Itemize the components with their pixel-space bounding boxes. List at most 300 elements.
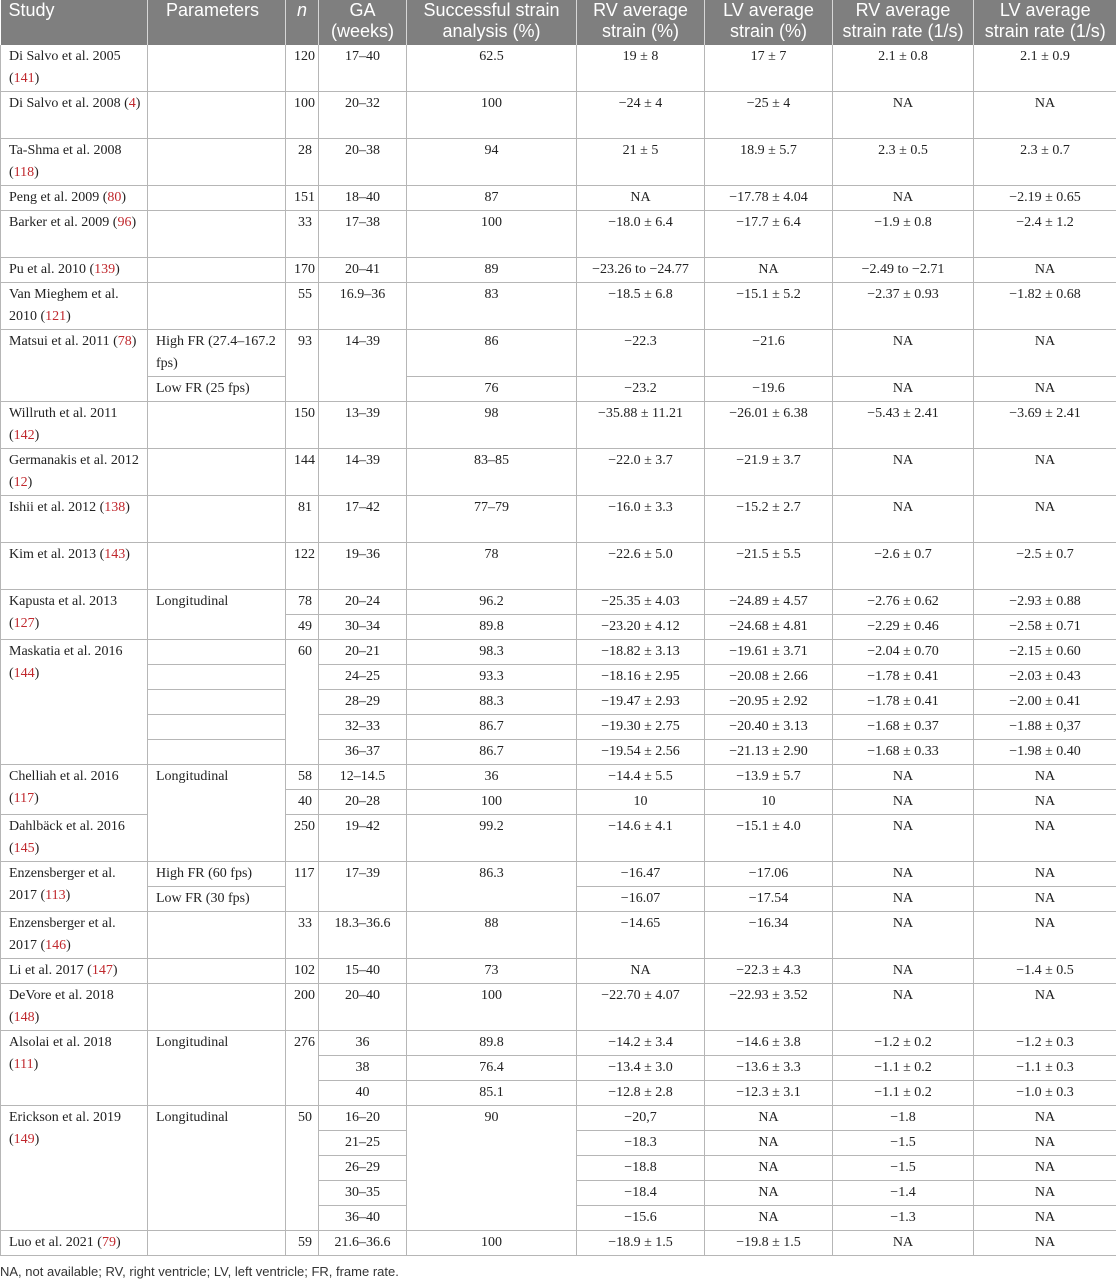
cell-params: [148, 665, 286, 690]
cell-rv-rate: NA: [833, 912, 974, 959]
table-body: [1, 45, 1116, 1256]
table-row: [1, 330, 1116, 377]
cell-lv-rate: NA: [974, 912, 1116, 959]
cell-rv-strain: −18.82 ± 3.13: [577, 640, 705, 665]
cell-lv-rate: −1.0 ± 0.3: [974, 1081, 1116, 1106]
study-name: Li et al. 2017: [9, 963, 84, 978]
cell-params: [148, 496, 286, 543]
cell-success: 86: [407, 330, 577, 377]
cell-ga: 21.6–36.6: [319, 1231, 407, 1256]
cell-lv-rate: −1.88 ± 0,37: [974, 715, 1116, 740]
cell-params: [148, 690, 286, 715]
cell-lv-rate: −1.98 ± 0.40: [974, 740, 1116, 765]
cell-params: [148, 92, 286, 139]
header-lv-strain: LV average strain (%): [705, 0, 833, 45]
cell-success: 78: [407, 543, 577, 590]
cell-ga: 36: [319, 1031, 407, 1056]
cell-rv-strain: NA: [577, 959, 705, 984]
cell-study: Enzensberger et al. 2017 (146): [1, 912, 148, 959]
cell-rv-rate: −2.76 ± 0.62: [833, 590, 974, 615]
cell-rv-rate: −2.49 to −2.71: [833, 258, 974, 283]
header-rv-strain-rate: RV average strain rate (1/s): [833, 0, 974, 45]
table-row: [1, 92, 1116, 139]
table-row: [1, 139, 1116, 186]
study-name: Matsui et al. 2011: [9, 334, 110, 349]
reference-link[interactable]: 147: [91, 963, 113, 978]
cell-success: 98: [407, 402, 577, 449]
cell-rv-strain: −25.35 ± 4.03: [577, 590, 705, 615]
cell-rv-rate: −2.04 ± 0.70: [833, 640, 974, 665]
cell-lv-strain: −17.7 ± 6.4: [705, 211, 833, 258]
cell-study: Di Salvo et al. 2008 (4): [1, 92, 148, 139]
cell-n: 122: [286, 543, 319, 590]
cell-lv-strain: −22.3 ± 4.3: [705, 959, 833, 984]
cell-lv-strain: −16.34: [705, 912, 833, 959]
cell-lv-strain: NA: [705, 1181, 833, 1206]
cell-n: 170: [286, 258, 319, 283]
cell-params: Low FR (30 fps): [148, 887, 286, 912]
cell-ga: 36–40: [319, 1206, 407, 1231]
cell-lv-rate: NA: [974, 92, 1116, 139]
reference-link[interactable]: 146: [45, 938, 67, 953]
cell-lv-rate: 2.3 ± 0.7: [974, 139, 1116, 186]
cell-lv-rate: −2.03 ± 0.43: [974, 665, 1116, 690]
cell-n: 117: [286, 862, 319, 912]
cell-rv-rate: −1.78 ± 0.41: [833, 690, 974, 715]
cell-success: 100: [407, 984, 577, 1031]
reference-link[interactable]: 127: [13, 616, 35, 631]
cell-success: 93.3: [407, 665, 577, 690]
reference-link[interactable]: 80: [107, 190, 122, 205]
cell-study: Dahlbäck et al. 2016 (145): [1, 815, 148, 862]
cell-ga: 38: [319, 1056, 407, 1081]
cell-study: Ishii et al. 2012 (138): [1, 496, 148, 543]
cell-study: Li et al. 2017 (147): [1, 959, 148, 984]
cell-params: [148, 211, 286, 258]
cell-n: 49: [286, 615, 319, 640]
cell-n: 276: [286, 1031, 319, 1106]
cell-rv-rate: −2.29 ± 0.46: [833, 615, 974, 640]
cell-rv-rate: NA: [833, 790, 974, 815]
reference-link[interactable]: 142: [13, 428, 35, 443]
table-row: [1, 258, 1116, 283]
cell-rv-strain: −22.0 ± 3.7: [577, 449, 705, 496]
cell-study: Van Mieghem et al. 2010 (121): [1, 283, 148, 330]
cell-rv-rate: NA: [833, 1231, 974, 1256]
table-row: [1, 186, 1116, 211]
cell-ga: 20–21: [319, 640, 407, 665]
cell-rv-strain: −18.8: [577, 1156, 705, 1181]
cell-lv-strain: −15.2 ± 2.7: [705, 496, 833, 543]
study-name: Van Mieghem et al. 2010: [9, 287, 119, 324]
cell-lv-strain: 10: [705, 790, 833, 815]
reference-link[interactable]: 139: [94, 262, 116, 277]
cell-lv-rate: NA: [974, 1156, 1116, 1181]
cell-success: 76: [407, 377, 577, 402]
reference-link[interactable]: 118: [13, 165, 35, 180]
cell-rv-strain: −13.4 ± 3.0: [577, 1056, 705, 1081]
cell-ga: 17–42: [319, 496, 407, 543]
reference-link[interactable]: 143: [104, 547, 126, 562]
cell-rv-rate: NA: [833, 186, 974, 211]
cell-params: [148, 640, 286, 665]
cell-success: 77–79: [407, 496, 577, 543]
reference-link[interactable]: 4: [128, 96, 136, 111]
cell-success: 86.7: [407, 740, 577, 765]
cell-lv-rate: −1.4 ± 0.5: [974, 959, 1116, 984]
cell-rv-rate: NA: [833, 959, 974, 984]
cell-rv-strain: −23.26 to −24.77: [577, 258, 705, 283]
cell-success: 89: [407, 258, 577, 283]
cell-params: [148, 959, 286, 984]
cell-success: 86.7: [407, 715, 577, 740]
cell-rv-strain: 19 ± 8: [577, 45, 705, 92]
cell-ga: 28–29: [319, 690, 407, 715]
reference-link[interactable]: 141: [13, 71, 35, 86]
cell-ga: 20–41: [319, 258, 407, 283]
cell-lv-strain: −20.95 ± 2.92: [705, 690, 833, 715]
cell-success: 86.3: [407, 862, 577, 912]
cell-rv-rate: 2.3 ± 0.5: [833, 139, 974, 186]
table-row: [1, 765, 1116, 790]
cell-rv-strain: −18.16 ± 2.95: [577, 665, 705, 690]
cell-lv-strain: −13.6 ± 3.3: [705, 1056, 833, 1081]
cell-success: 88: [407, 912, 577, 959]
table-row: [1, 449, 1116, 496]
cell-study: Matsui et al. 2011 (78): [1, 330, 148, 402]
cell-n: 60: [286, 640, 319, 765]
cell-rv-strain: −23.2: [577, 377, 705, 402]
study-name: DeVore et al. 2018: [9, 988, 114, 1003]
cell-study: Peng et al. 2009 (80): [1, 186, 148, 211]
cell-study: Maskatia et al. 2016 (144): [1, 640, 148, 765]
cell-success: 100: [407, 211, 577, 258]
cell-lv-strain: −24.68 ± 4.81: [705, 615, 833, 640]
study-name: Enzensberger et al. 2017: [9, 866, 116, 903]
table-row: [1, 543, 1116, 590]
cell-rv-strain: −20,7: [577, 1106, 705, 1131]
cell-study: Luo et al. 2021 (79): [1, 1231, 148, 1256]
cell-success: 85.1: [407, 1081, 577, 1106]
cell-lv-strain: −25 ± 4: [705, 92, 833, 139]
cell-lv-strain: −22.93 ± 3.52: [705, 984, 833, 1031]
reference-link[interactable]: 113: [45, 888, 66, 903]
cell-lv-rate: NA: [974, 1206, 1116, 1231]
cell-lv-rate: −3.69 ± 2.41: [974, 402, 1116, 449]
header-study: Study: [1, 0, 148, 45]
table-row: [1, 640, 1116, 665]
cell-rv-rate: NA: [833, 815, 974, 862]
cell-ga: 19–42: [319, 815, 407, 862]
cell-lv-rate: NA: [974, 1181, 1116, 1206]
cell-lv-strain: NA: [705, 258, 833, 283]
cell-ga: 15–40: [319, 959, 407, 984]
cell-ga: 32–33: [319, 715, 407, 740]
cell-rv-rate: −1.4: [833, 1181, 974, 1206]
cell-lv-strain: 17 ± 7: [705, 45, 833, 92]
cell-rv-strain: −14.6 ± 4.1: [577, 815, 705, 862]
cell-success: 89.8: [407, 615, 577, 640]
header-successful-strain: Successful strain analysis (%): [407, 0, 577, 45]
cell-study: Enzensberger et al. 2017 (113): [1, 862, 148, 912]
study-name: Di Salvo et al. 2005: [9, 49, 121, 64]
study-name: Peng et al. 2009: [9, 190, 100, 205]
cell-params: [148, 258, 286, 283]
header-n: n: [286, 0, 319, 45]
cell-lv-strain: −21.5 ± 5.5: [705, 543, 833, 590]
cell-rv-strain: −35.88 ± 11.21: [577, 402, 705, 449]
cell-ga: 16.9–36: [319, 283, 407, 330]
cell-rv-strain: −14.65: [577, 912, 705, 959]
cell-rv-rate: −1.9 ± 0.8: [833, 211, 974, 258]
study-name: Enzensberger et al. 2017: [9, 916, 116, 953]
cell-rv-rate: NA: [833, 377, 974, 402]
cell-params: [148, 283, 286, 330]
cell-success: 98.3: [407, 640, 577, 665]
cell-n: 250: [286, 815, 319, 862]
cell-rv-rate: −5.43 ± 2.41: [833, 402, 974, 449]
table-row: [1, 1031, 1116, 1056]
cell-params: [148, 402, 286, 449]
reference-link[interactable]: 145: [13, 841, 35, 856]
cell-n: 81: [286, 496, 319, 543]
reference-link[interactable]: 121: [45, 309, 67, 324]
cell-rv-rate: NA: [833, 862, 974, 887]
table-row: [1, 862, 1116, 887]
cell-rv-strain: −22.6 ± 5.0: [577, 543, 705, 590]
header-rv-strain: RV average strain (%): [577, 0, 705, 45]
reference-link[interactable]: 117: [13, 791, 35, 806]
cell-lv-rate: NA: [974, 496, 1116, 543]
cell-lv-rate: NA: [974, 887, 1116, 912]
cell-lv-strain: −17.54: [705, 887, 833, 912]
cell-lv-rate: NA: [974, 765, 1116, 790]
cell-lv-rate: −2.15 ± 0.60: [974, 640, 1116, 665]
cell-rv-strain: −18.5 ± 6.8: [577, 283, 705, 330]
cell-rv-strain: −18.3: [577, 1131, 705, 1156]
cell-rv-strain: −18.4: [577, 1181, 705, 1206]
cell-n: 58: [286, 765, 319, 790]
cell-rv-strain: −24 ± 4: [577, 92, 705, 139]
cell-ga: 26–29: [319, 1156, 407, 1181]
cell-success: 88.3: [407, 690, 577, 715]
table-footnote: NA, not available; RV, right ventricle; LV, left ventricle; FR, frame rate.: [0, 1264, 399, 1279]
cell-params: [148, 740, 286, 765]
cell-params: Longitudinal: [148, 1031, 286, 1106]
cell-success: 87: [407, 186, 577, 211]
cell-params: [148, 1231, 286, 1256]
cell-lv-strain: 18.9 ± 5.7: [705, 139, 833, 186]
cell-study: Willruth et al. 2011 (142): [1, 402, 148, 449]
cell-lv-rate: NA: [974, 1106, 1116, 1131]
cell-params: [148, 139, 286, 186]
cell-study: Erickson et al. 2019 (149): [1, 1106, 148, 1231]
cell-n: 50: [286, 1106, 319, 1231]
cell-lv-strain: −20.40 ± 3.13: [705, 715, 833, 740]
cell-rv-rate: −1.3: [833, 1206, 974, 1231]
cell-ga: 12–14.5: [319, 765, 407, 790]
cell-ga: 24–25: [319, 665, 407, 690]
cell-rv-strain: NA: [577, 186, 705, 211]
cell-lv-rate: NA: [974, 790, 1116, 815]
cell-params: [148, 543, 286, 590]
reference-link[interactable]: 96: [117, 215, 132, 230]
cell-params: Longitudinal: [148, 765, 286, 862]
cell-lv-rate: 2.1 ± 0.9: [974, 45, 1116, 92]
cell-rv-strain: −14.4 ± 5.5: [577, 765, 705, 790]
cell-lv-strain: NA: [705, 1106, 833, 1131]
cell-lv-rate: −1.2 ± 0.3: [974, 1031, 1116, 1056]
cell-n: 150: [286, 402, 319, 449]
table-row: [1, 912, 1116, 959]
cell-rv-strain: −19.54 ± 2.56: [577, 740, 705, 765]
cell-params: [148, 186, 286, 211]
cell-params: High FR (60 fps): [148, 862, 286, 887]
cell-success: 96.2: [407, 590, 577, 615]
study-name: Dahlbäck et al. 2016: [9, 819, 125, 834]
cell-success: 73: [407, 959, 577, 984]
reference-link[interactable]: 149: [13, 1132, 35, 1147]
cell-params: [148, 912, 286, 959]
cell-n: 144: [286, 449, 319, 496]
cell-rv-strain: −16.47: [577, 862, 705, 887]
cell-rv-rate: NA: [833, 330, 974, 377]
reference-link[interactable]: 12: [13, 475, 28, 490]
cell-rv-rate: NA: [833, 765, 974, 790]
cell-rv-rate: −1.2 ± 0.2: [833, 1031, 974, 1056]
cell-ga: 20–38: [319, 139, 407, 186]
cell-n: 100: [286, 92, 319, 139]
cell-lv-strain: −19.8 ± 1.5: [705, 1231, 833, 1256]
cell-rv-rate: NA: [833, 984, 974, 1031]
cell-n: 102: [286, 959, 319, 984]
table-row: [1, 984, 1116, 1031]
cell-rv-strain: −18.0 ± 6.4: [577, 211, 705, 258]
cell-lv-strain: −21.13 ± 2.90: [705, 740, 833, 765]
header-parameters: Parameters: [148, 0, 286, 45]
cell-rv-rate: −1.1 ± 0.2: [833, 1056, 974, 1081]
cell-lv-rate: NA: [974, 815, 1116, 862]
cell-lv-rate: −1.82 ± 0.68: [974, 283, 1116, 330]
cell-ga: 30–35: [319, 1181, 407, 1206]
cell-success: 89.8: [407, 1031, 577, 1056]
cell-lv-rate: NA: [974, 1131, 1116, 1156]
cell-n: 200: [286, 984, 319, 1031]
cell-rv-rate: −2.6 ± 0.7: [833, 543, 974, 590]
cell-ga: 17–40: [319, 45, 407, 92]
table-row: [1, 377, 1116, 402]
cell-n: 78: [286, 590, 319, 615]
cell-ga: 17–39: [319, 862, 407, 912]
cell-lv-strain: NA: [705, 1156, 833, 1181]
table-row: [1, 1231, 1116, 1256]
cell-lv-strain: −15.1 ± 4.0: [705, 815, 833, 862]
cell-study: Pu et al. 2010 (139): [1, 258, 148, 283]
cell-success: 36: [407, 765, 577, 790]
cell-success: 100: [407, 790, 577, 815]
cell-rv-rate: −1.78 ± 0.41: [833, 665, 974, 690]
cell-n: 40: [286, 790, 319, 815]
cell-lv-strain: −19.6: [705, 377, 833, 402]
cell-study: DeVore et al. 2018 (148): [1, 984, 148, 1031]
cell-success: 100: [407, 92, 577, 139]
cell-lv-rate: −2.93 ± 0.88: [974, 590, 1116, 615]
cell-ga: 18.3–36.6: [319, 912, 407, 959]
study-name: Ta-Shma et al. 2008: [9, 143, 122, 158]
cell-study: Kapusta et al. 2013 (127): [1, 590, 148, 640]
cell-n: 120: [286, 45, 319, 92]
cell-rv-rate: NA: [833, 887, 974, 912]
cell-lv-rate: NA: [974, 1231, 1116, 1256]
reference-link[interactable]: 148: [13, 1010, 35, 1025]
study-name: Maskatia et al. 2016: [9, 644, 123, 659]
cell-rv-rate: −1.8: [833, 1106, 974, 1131]
reference-link[interactable]: 79: [101, 1235, 116, 1250]
cell-rv-strain: −22.3: [577, 330, 705, 377]
study-name: Chelliah et al. 2016: [9, 769, 119, 784]
cell-rv-strain: −19.30 ± 2.75: [577, 715, 705, 740]
reference-link[interactable]: 111: [13, 1057, 34, 1072]
cell-params: [148, 715, 286, 740]
cell-params: [148, 45, 286, 92]
cell-rv-rate: −1.68 ± 0.37: [833, 715, 974, 740]
cell-success: 94: [407, 139, 577, 186]
study-name: Erickson et al. 2019: [9, 1110, 121, 1125]
study-name: Kapusta et al. 2013: [9, 594, 118, 609]
cell-ga: 17–38: [319, 211, 407, 258]
table-row: [1, 690, 1116, 715]
cell-success: 62.5: [407, 45, 577, 92]
cell-rv-rate: NA: [833, 92, 974, 139]
study-name: Barker et al. 2009: [9, 215, 110, 230]
cell-lv-strain: −17.78 ± 4.04: [705, 186, 833, 211]
study-name: Di Salvo et al. 2008: [9, 96, 121, 111]
cell-lv-strain: −20.08 ± 2.66: [705, 665, 833, 690]
cell-rv-rate: NA: [833, 496, 974, 543]
cell-ga: 20–32: [319, 92, 407, 139]
table-row: [1, 715, 1116, 740]
cell-ga: 20–24: [319, 590, 407, 615]
reference-link[interactable]: 144: [13, 666, 35, 681]
study-name: Pu et al. 2010: [9, 262, 86, 277]
study-name: Alsolai et al. 2018: [9, 1035, 112, 1050]
header-lv-strain-rate: LV average strain rate (1/s): [974, 0, 1116, 45]
cell-study: Kim et al. 2013 (143): [1, 543, 148, 590]
cell-lv-rate: −1.1 ± 0.3: [974, 1056, 1116, 1081]
cell-ga: 30–34: [319, 615, 407, 640]
cell-rv-rate: −2.37 ± 0.93: [833, 283, 974, 330]
cell-lv-rate: NA: [974, 258, 1116, 283]
cell-n: 93: [286, 330, 319, 402]
reference-link[interactable]: 138: [104, 500, 126, 515]
table-row: [1, 590, 1116, 615]
study-name: Willruth et al. 2011: [9, 406, 118, 421]
cell-ga: 36–37: [319, 740, 407, 765]
cell-rv-strain: −15.6: [577, 1206, 705, 1231]
cell-lv-strain: NA: [705, 1206, 833, 1231]
cell-success: 76.4: [407, 1056, 577, 1081]
reference-link[interactable]: 78: [117, 334, 132, 349]
cell-study: Chelliah et al. 2016 (117): [1, 765, 148, 815]
table-row: [1, 665, 1116, 690]
cell-n: 55: [286, 283, 319, 330]
cell-ga: 13–39: [319, 402, 407, 449]
cell-lv-strain: −21.9 ± 3.7: [705, 449, 833, 496]
cell-rv-strain: −14.2 ± 3.4: [577, 1031, 705, 1056]
cell-rv-strain: −22.70 ± 4.07: [577, 984, 705, 1031]
table-row: [1, 283, 1116, 330]
cell-rv-strain: −16.07: [577, 887, 705, 912]
